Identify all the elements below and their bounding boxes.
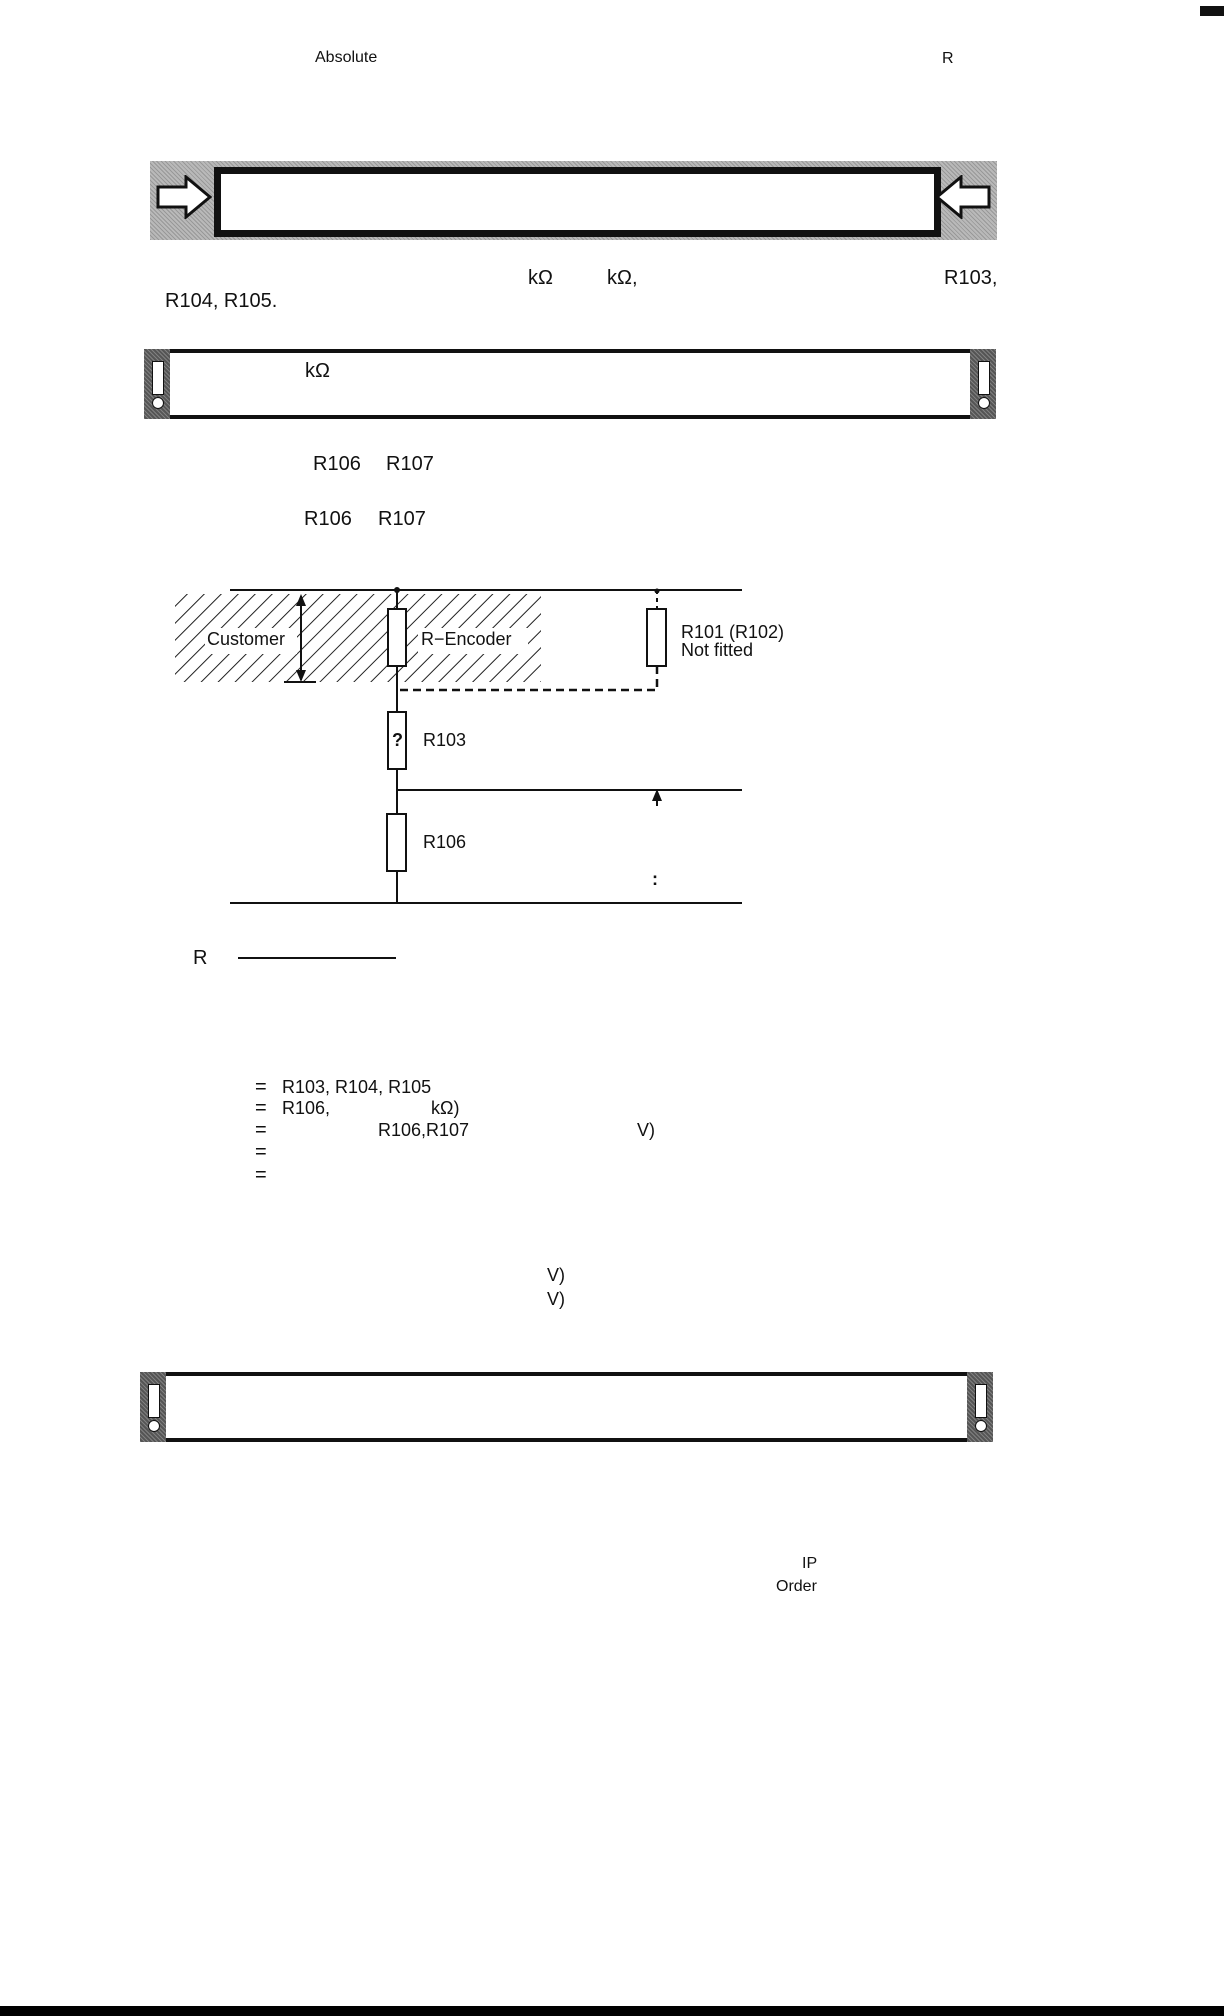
customer-label: Customer (207, 629, 286, 649)
def-text: R106, (282, 1098, 331, 1118)
def-extra: V) (637, 1120, 655, 1140)
ref-r103: R103, (944, 267, 998, 289)
not-fitted-label: Not fitted (681, 640, 754, 660)
footer-order: Order (776, 1578, 817, 1595)
circuit-diagram (0, 0, 1224, 960)
footer-ip: IP (802, 1555, 818, 1572)
r103-label: R103 (423, 730, 467, 750)
unit-kohm-1: kΩ (528, 267, 553, 289)
ref-r104-r105: R104, R105. (165, 290, 278, 312)
def-text: R103, R104, R105 (282, 1077, 432, 1097)
def-eq: = (255, 1119, 267, 1141)
header-right: R (942, 50, 954, 67)
unknown-value-mark: ? (392, 730, 403, 750)
r106-label: R106 (423, 832, 467, 852)
caution-icon (967, 1372, 993, 1442)
line-a-r107: R107 (386, 453, 434, 475)
encoder-resistor (388, 609, 406, 666)
def-text: R106,R107 (378, 1120, 470, 1140)
line-a-r106: R106 (313, 453, 361, 475)
voltage-unit-2: V) (547, 1289, 565, 1309)
unit-kohm-2: kΩ, (607, 267, 638, 289)
r101-resistor (647, 609, 666, 666)
def-eq: = (255, 1097, 267, 1119)
caution-unit-kohm: kΩ (305, 360, 330, 382)
caution-icon (140, 1372, 166, 1442)
node-dot (394, 587, 400, 593)
r106-resistor (387, 814, 406, 871)
def-eq: = (255, 1076, 267, 1098)
header-absolute: Absolute (315, 49, 378, 66)
line-b-r107: R107 (378, 508, 426, 530)
encoder-label: R−Encoder (421, 629, 512, 649)
def-extra: kΩ) (431, 1098, 460, 1118)
formula-lhs: R (193, 947, 208, 969)
def-eq: = (255, 1164, 267, 1186)
colon-mark: : (652, 869, 658, 889)
page-bottom-bar (0, 2006, 1224, 2016)
def-eq: = (255, 1141, 267, 1163)
caution-box-2 (140, 1372, 993, 1442)
voltage-unit-1: V) (547, 1265, 565, 1285)
line-b-r106: R106 (304, 508, 352, 530)
r101-node-dot (655, 589, 660, 594)
r101-label: R101 (R102) (681, 622, 785, 642)
